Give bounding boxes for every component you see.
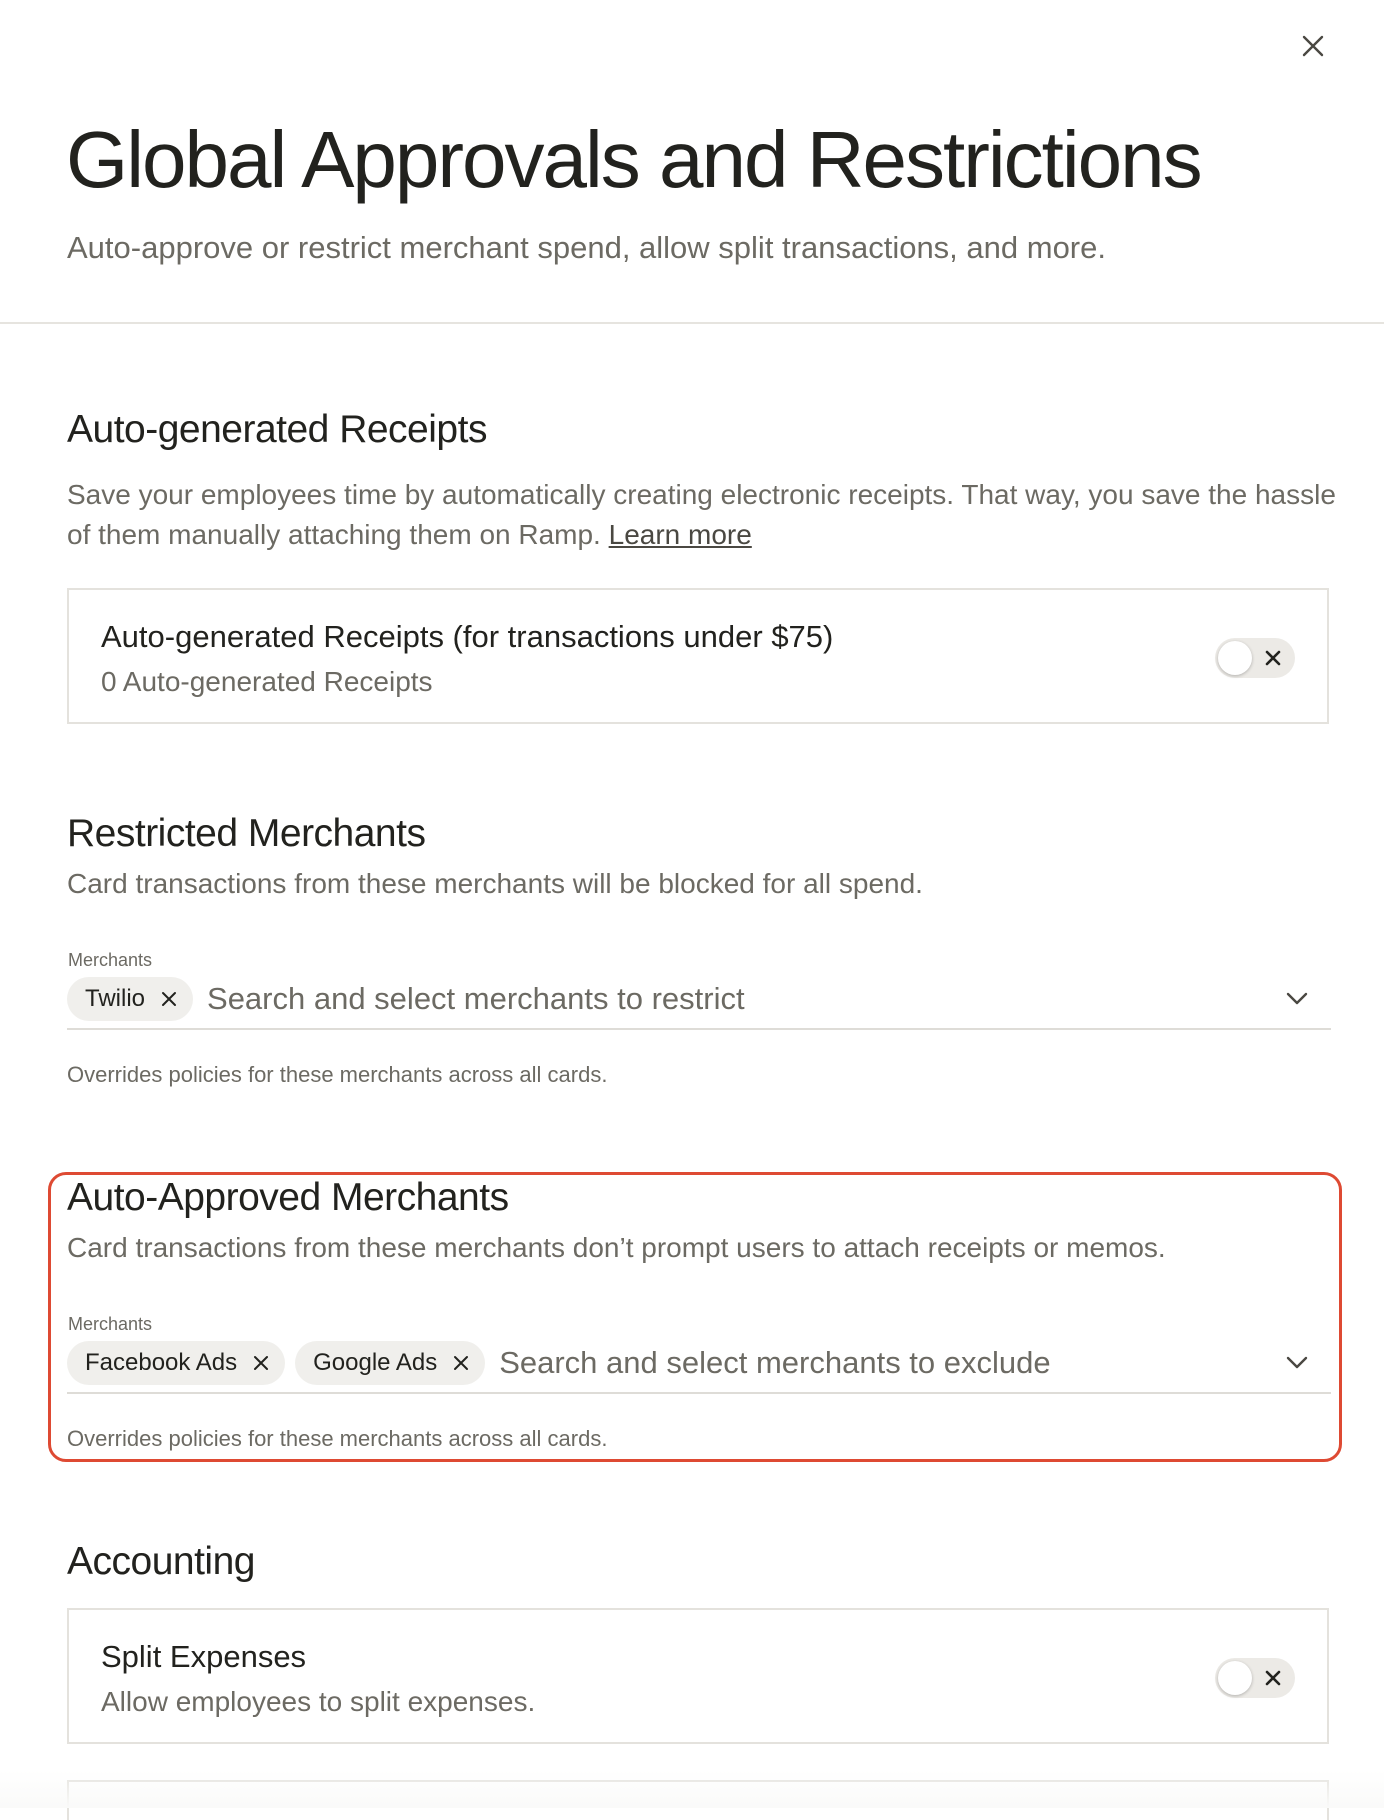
auto-approved-section-title: Auto-Approved Merchants (67, 1176, 509, 1219)
auto-approved-merchants-select[interactable] (67, 1334, 1331, 1394)
accounting-section-title: Accounting (67, 1540, 255, 1583)
restricted-merchants-select[interactable] (67, 970, 1331, 1030)
restricted-section-title: Restricted Merchants (67, 812, 426, 855)
split-expenses-card-title: Split Expenses (101, 1639, 307, 1674)
split-expenses-toggle[interactable] (1215, 1658, 1295, 1698)
learn-more-link[interactable]: Learn more (608, 519, 752, 550)
restricted-description: Card transactions from these merchants will be blocked for all spend. (67, 868, 923, 899)
page-title: Global Approvals and Restrictions (66, 115, 1201, 204)
auto-receipts-card-title: Auto-generated Receipts (for transactions under $75) (101, 619, 834, 654)
auto-approved-merchants-search-input[interactable] (495, 1341, 1267, 1385)
toggle-x-icon (1261, 1666, 1285, 1690)
restricted-merchants-search-input[interactable] (203, 977, 1267, 1021)
auto-approved-description: Card transactions from these merchants don’t prompt users to attach receipts or memos. (67, 1232, 1166, 1263)
close-icon (1301, 34, 1325, 58)
restricted-merchants-label: Merchants (68, 950, 153, 970)
auto-approved-helper-text: Overrides policies for these merchants across all cards. (67, 1426, 608, 1451)
chevron-down-icon[interactable] (1277, 979, 1317, 1019)
close-button[interactable] (1295, 28, 1331, 64)
toggle-knob (1218, 1661, 1252, 1695)
toggle-knob (1218, 641, 1252, 675)
merchant-chip-label: Facebook Ads (85, 1349, 238, 1376)
split-expenses-card-subtitle: Allow employees to split expenses. (101, 1686, 536, 1717)
chip-remove-icon[interactable] (247, 1349, 275, 1377)
chip-remove-icon[interactable] (155, 985, 183, 1013)
auto-receipts-toggle[interactable] (1215, 638, 1295, 678)
receipts-description (67, 475, 1337, 555)
auto-approved-merchants-label: Merchants (68, 1314, 153, 1334)
toggle-x-icon (1261, 646, 1285, 670)
auto-receipts-card (67, 588, 1329, 724)
auto-receipts-card-subtitle: 0 Auto-generated Receipts (101, 666, 433, 697)
restricted-helper-text: Overrides policies for these merchants across all cards. (67, 1062, 608, 1087)
merchant-chip (67, 1341, 285, 1385)
receipts-section-title: Auto-generated Receipts (67, 408, 487, 451)
merchant-chip-label: Google Ads (313, 1349, 438, 1376)
chevron-down-icon[interactable] (1277, 1343, 1317, 1383)
receipts-description-text: Save your employees time by automatically creating electronic receipts. That way, you save the hassle of them manually attaching them on Ramp. (67, 479, 1336, 550)
header-divider (0, 322, 1384, 324)
merchant-chip-label: Twilio (85, 985, 146, 1012)
chip-remove-icon[interactable] (447, 1349, 475, 1377)
split-expenses-card (67, 1608, 1329, 1744)
merchant-chip (295, 1341, 485, 1385)
merchant-chip (67, 977, 193, 1021)
bottom-fade (0, 1770, 1384, 1808)
page-subtitle: Auto-approve or restrict merchant spend, allow split transactions, and more. (67, 230, 1106, 265)
